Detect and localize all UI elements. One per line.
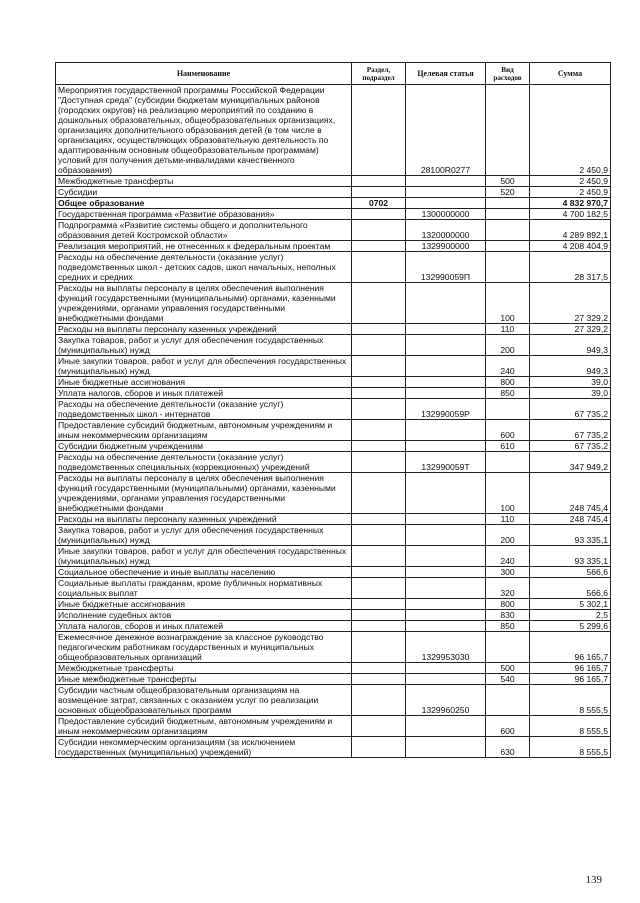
row-sum-cell: 248 745,4 [530, 514, 611, 525]
row-razdel-cell [352, 632, 406, 663]
row-name-cell: Иные закупки товаров, работ и услуг для обеспечения государственных (муниципальных) нужд [56, 546, 352, 567]
row-name-cell: Иные закупки товаров, работ и услуг для обеспечения государственных (муниципальных) нужд [56, 356, 352, 377]
row-name-cell: Общее образование [56, 198, 352, 209]
row-expense-type-cell [486, 198, 530, 209]
row-razdel-cell [352, 220, 406, 241]
row-target-article-cell [406, 674, 486, 685]
table-row [56, 525, 611, 546]
row-expense-type-cell: 110 [486, 514, 530, 525]
row-expense-type-cell: 610 [486, 441, 530, 452]
row-razdel-cell [352, 388, 406, 399]
row-razdel-cell [352, 599, 406, 610]
row-sum-cell: 949,3 [530, 356, 611, 377]
row-target-article-cell [406, 377, 486, 388]
row-sum-cell: 8 555,5 [530, 737, 611, 758]
row-target-article-cell: 1300000000 [406, 209, 486, 220]
table-row [56, 283, 611, 324]
table-row [56, 241, 611, 252]
row-name-cell: Уплата налогов, сборов и иных платежей [56, 621, 352, 632]
row-name-cell: Расходы на выплаты персоналу в целях обеспечения выполнения функций государственными (муниципальными) органами, казенными учреждениями, органами управления государственными внебюджетными фондами [56, 283, 352, 324]
table-row [56, 176, 611, 187]
row-razdel-cell [352, 176, 406, 187]
row-target-article-cell: 28100R0277 [406, 85, 486, 176]
table-row [56, 252, 611, 283]
row-expense-type-cell: 540 [486, 674, 530, 685]
row-sum-cell: 5 299,6 [530, 621, 611, 632]
row-target-article-cell: 1329960250 [406, 685, 486, 716]
row-razdel-cell [352, 335, 406, 356]
row-name-cell: Субсидии [56, 187, 352, 198]
row-name-cell: Межбюджетные трансферты [56, 663, 352, 674]
row-target-article-cell [406, 546, 486, 567]
row-razdel-cell [352, 452, 406, 473]
row-target-article-cell [406, 441, 486, 452]
table-row [56, 685, 611, 716]
row-razdel-cell [352, 525, 406, 546]
header-expense-type: Вид расходов [486, 63, 530, 85]
row-target-article-cell [406, 663, 486, 674]
row-sum-cell: 4 289 892,1 [530, 220, 611, 241]
row-expense-type-cell: 600 [486, 420, 530, 441]
row-name-cell: Уплата налогов, сборов и иных платежей [56, 388, 352, 399]
row-name-cell: Расходы на выплаты персоналу казенных учреждений [56, 324, 352, 335]
header-target-article: Целевая статья [406, 63, 486, 85]
row-sum-cell: 5 302,1 [530, 599, 611, 610]
row-name-cell: Иные бюджетные ассигнования [56, 599, 352, 610]
row-name-cell: Расходы на обеспечение деятельности (оказание услуг) подведомственных школ - детских садов, школ начальных, неполных средних и средних [56, 252, 352, 283]
row-sum-cell: 28 317,5 [530, 252, 611, 283]
row-expense-type-cell: 850 [486, 388, 530, 399]
row-name-cell: Субсидии бюджетным учреждениям [56, 441, 352, 452]
row-expense-type-cell: 240 [486, 356, 530, 377]
row-expense-type-cell [486, 209, 530, 220]
row-target-article-cell [406, 610, 486, 621]
row-razdel-cell [352, 324, 406, 335]
row-target-article-cell [406, 473, 486, 514]
row-expense-type-cell: 830 [486, 610, 530, 621]
row-expense-type-cell: 500 [486, 663, 530, 674]
budget-table [55, 62, 611, 758]
table-row [56, 356, 611, 377]
budget-table-sheet [55, 62, 610, 758]
table-row [56, 567, 611, 578]
row-name-cell: Социальные выплаты гражданам, кроме публичных нормативных социальных выплат [56, 578, 352, 599]
row-sum-cell: 4 832 970,7 [530, 198, 611, 209]
row-razdel-cell [352, 716, 406, 737]
row-razdel-cell [352, 441, 406, 452]
row-expense-type-cell [486, 452, 530, 473]
row-target-article-cell [406, 198, 486, 209]
row-name-cell: Расходы на выплаты персоналу в целях обеспечения выполнения функций государственными (муниципальными) органами, казенными учреждениями, органами управления государственными внебюджетными фондами [56, 473, 352, 514]
table-body [56, 85, 611, 758]
table-row [56, 632, 611, 663]
row-name-cell: Социальное обеспечение и иные выплаты населению [56, 567, 352, 578]
table-row [56, 198, 611, 209]
table-row [56, 716, 611, 737]
row-expense-type-cell: 110 [486, 324, 530, 335]
row-name-cell: Расходы на обеспечение деятельности (оказание услуг) подведомственных специальных (коррекционных) учреждений [56, 452, 352, 473]
row-expense-type-cell: 500 [486, 176, 530, 187]
row-target-article-cell [406, 525, 486, 546]
table-row [56, 610, 611, 621]
row-razdel-cell [352, 473, 406, 514]
row-sum-cell: 39,0 [530, 388, 611, 399]
row-target-article-cell [406, 514, 486, 525]
row-sum-cell: 39,0 [530, 377, 611, 388]
row-expense-type-cell [486, 399, 530, 420]
row-razdel-cell [352, 737, 406, 758]
row-sum-cell: 67 735,2 [530, 420, 611, 441]
row-name-cell: Ежемесячное денежное вознаграждение за классное руководство педагогическим работникам государственных и муниципальных общеобразовательных организаций [56, 632, 352, 663]
row-target-article-cell [406, 388, 486, 399]
row-expense-type-cell [486, 252, 530, 283]
row-razdel-cell [352, 685, 406, 716]
row-target-article-cell: 132990059Т [406, 452, 486, 473]
row-target-article-cell: 1329953030 [406, 632, 486, 663]
row-razdel-cell [352, 241, 406, 252]
row-sum-cell: 27 329,2 [530, 324, 611, 335]
row-sum-cell: 248 745,4 [530, 473, 611, 514]
row-name-cell: Мероприятия государственной программы Российской Федерации "Доступная среда" (субсидии бюджетам муниципальных районов (городских округов) на реализацию мероприятий по созданию в дошкольных образовательных, общеобразовательных организациях, организациях дополнительного образования детей (в том числе в организациях, осуществляющих образовательную деятельность по адаптированным основным общеобразовательным программам) условий для получения детьми-инвалидами качественного образования) [56, 85, 352, 176]
row-name-cell: Реализация мероприятий, не отнесенных к федеральным проектам [56, 241, 352, 252]
row-target-article-cell: 132990059П [406, 252, 486, 283]
row-target-article-cell [406, 420, 486, 441]
row-target-article-cell [406, 599, 486, 610]
row-sum-cell: 2 450,9 [530, 187, 611, 198]
row-expense-type-cell [486, 241, 530, 252]
table-header-row [56, 63, 611, 85]
table-row [56, 220, 611, 241]
table-row [56, 737, 611, 758]
row-sum-cell: 2 450,9 [530, 85, 611, 176]
row-razdel-cell [352, 187, 406, 198]
row-expense-type-cell: 630 [486, 737, 530, 758]
row-sum-cell: 93 335,1 [530, 525, 611, 546]
row-target-article-cell [406, 737, 486, 758]
table-row [56, 85, 611, 176]
row-razdel-cell [352, 420, 406, 441]
row-expense-type-cell: 100 [486, 283, 530, 324]
row-sum-cell: 566,6 [530, 567, 611, 578]
row-razdel-cell [352, 85, 406, 176]
table-row [56, 452, 611, 473]
row-target-article-cell [406, 567, 486, 578]
row-expense-type-cell [486, 220, 530, 241]
row-target-article-cell: 1320000000 [406, 220, 486, 241]
row-name-cell: Предоставление субсидий бюджетным, автономным учреждениям и иным некоммерческим организациям [56, 420, 352, 441]
row-name-cell: Субсидии частным общеобразовательным организациям на возмещение затрат, связанных с оказанием услуг по реализации основных общеобразовательных программ [56, 685, 352, 716]
row-expense-type-cell: 200 [486, 525, 530, 546]
row-name-cell: Предоставление субсидий бюджетным, автономным учреждениям и иным некоммерческим организациям [56, 716, 352, 737]
row-expense-type-cell: 240 [486, 546, 530, 567]
row-razdel-cell [352, 546, 406, 567]
row-razdel-cell [352, 356, 406, 377]
table-row [56, 187, 611, 198]
row-razdel-cell [352, 283, 406, 324]
row-razdel-cell [352, 209, 406, 220]
row-target-article-cell: 132990059Р [406, 399, 486, 420]
row-name-cell: Исполнение судебных актов [56, 610, 352, 621]
row-sum-cell: 566,6 [530, 578, 611, 599]
row-expense-type-cell [486, 685, 530, 716]
header-razdel: Раздел, подраздел [352, 63, 406, 85]
table-row [56, 335, 611, 356]
table-row [56, 473, 611, 514]
table-row [56, 441, 611, 452]
row-name-cell: Межбюджетные трансферты [56, 176, 352, 187]
row-razdel-cell [352, 674, 406, 685]
row-sum-cell: 67 735,2 [530, 441, 611, 452]
row-expense-type-cell: 520 [486, 187, 530, 198]
page-number: 139 [585, 874, 602, 886]
row-name-cell: Иные бюджетные ассигнования [56, 377, 352, 388]
row-name-cell: Подпрограмма «Развитие системы общего и дополнительного образования детей Костромской области» [56, 220, 352, 241]
row-razdel-cell [352, 399, 406, 420]
row-target-article-cell [406, 283, 486, 324]
row-target-article-cell [406, 356, 486, 377]
row-razdel-cell [352, 663, 406, 674]
table-row [56, 377, 611, 388]
row-sum-cell: 4 700 182,5 [530, 209, 611, 220]
header-name: Наименование [56, 63, 352, 85]
row-sum-cell: 93 335,1 [530, 546, 611, 567]
row-name-cell: Расходы на выплаты персоналу казенных учреждений [56, 514, 352, 525]
row-razdel-cell [352, 578, 406, 599]
table-row [56, 388, 611, 399]
row-expense-type-cell [486, 632, 530, 663]
row-name-cell: Закупка товаров, работ и услуг для обеспечения государственных (муниципальных) нужд [56, 525, 352, 546]
row-target-article-cell [406, 176, 486, 187]
row-expense-type-cell: 320 [486, 578, 530, 599]
row-razdel-cell [352, 377, 406, 388]
table-row [56, 399, 611, 420]
row-target-article-cell [406, 187, 486, 198]
row-expense-type-cell [486, 85, 530, 176]
table-row [56, 514, 611, 525]
table-row [56, 209, 611, 220]
row-razdel-cell [352, 514, 406, 525]
row-sum-cell: 949,3 [530, 335, 611, 356]
row-expense-type-cell: 600 [486, 716, 530, 737]
row-target-article-cell [406, 621, 486, 632]
row-expense-type-cell: 100 [486, 473, 530, 514]
row-target-article-cell [406, 716, 486, 737]
table-row [56, 324, 611, 335]
row-sum-cell: 4 208 404,9 [530, 241, 611, 252]
table-row [56, 599, 611, 610]
row-razdel-cell [352, 621, 406, 632]
row-target-article-cell: 1329900000 [406, 241, 486, 252]
row-name-cell: Закупка товаров, работ и услуг для обеспечения государственных (муниципальных) нужд [56, 335, 352, 356]
row-razdel-cell [352, 252, 406, 283]
row-expense-type-cell: 300 [486, 567, 530, 578]
table-row [56, 674, 611, 685]
table-row [56, 621, 611, 632]
row-expense-type-cell: 200 [486, 335, 530, 356]
table-row [56, 546, 611, 567]
row-sum-cell: 2,5 [530, 610, 611, 621]
row-target-article-cell [406, 335, 486, 356]
row-sum-cell: 96 165,7 [530, 632, 611, 663]
row-sum-cell: 27 329,2 [530, 283, 611, 324]
row-target-article-cell [406, 578, 486, 599]
row-sum-cell: 96 165,7 [530, 663, 611, 674]
row-name-cell: Расходы на обеспечение деятельности (оказание услуг) подведомственных школ - интернатов [56, 399, 352, 420]
row-sum-cell: 347 949,2 [530, 452, 611, 473]
row-razdel-cell [352, 610, 406, 621]
table-row [56, 578, 611, 599]
row-expense-type-cell: 800 [486, 599, 530, 610]
header-sum: Сумма [530, 63, 611, 85]
row-razdel-cell [352, 567, 406, 578]
row-sum-cell: 8 555,5 [530, 716, 611, 737]
table-row [56, 420, 611, 441]
row-name-cell: Субсидии некоммерческим организациям (за исключением государственных (муниципальных) учреждений) [56, 737, 352, 758]
row-target-article-cell [406, 324, 486, 335]
row-sum-cell: 2 450,9 [530, 176, 611, 187]
row-expense-type-cell: 850 [486, 621, 530, 632]
row-expense-type-cell: 800 [486, 377, 530, 388]
row-sum-cell: 67 735,2 [530, 399, 611, 420]
row-name-cell: Иные межбюджетные трансферты [56, 674, 352, 685]
row-razdel-cell: 0702 [352, 198, 406, 209]
table-row [56, 663, 611, 674]
row-sum-cell: 96 165,7 [530, 674, 611, 685]
row-sum-cell: 8 555,5 [530, 685, 611, 716]
row-name-cell: Государственная программа «Развитие образования» [56, 209, 352, 220]
